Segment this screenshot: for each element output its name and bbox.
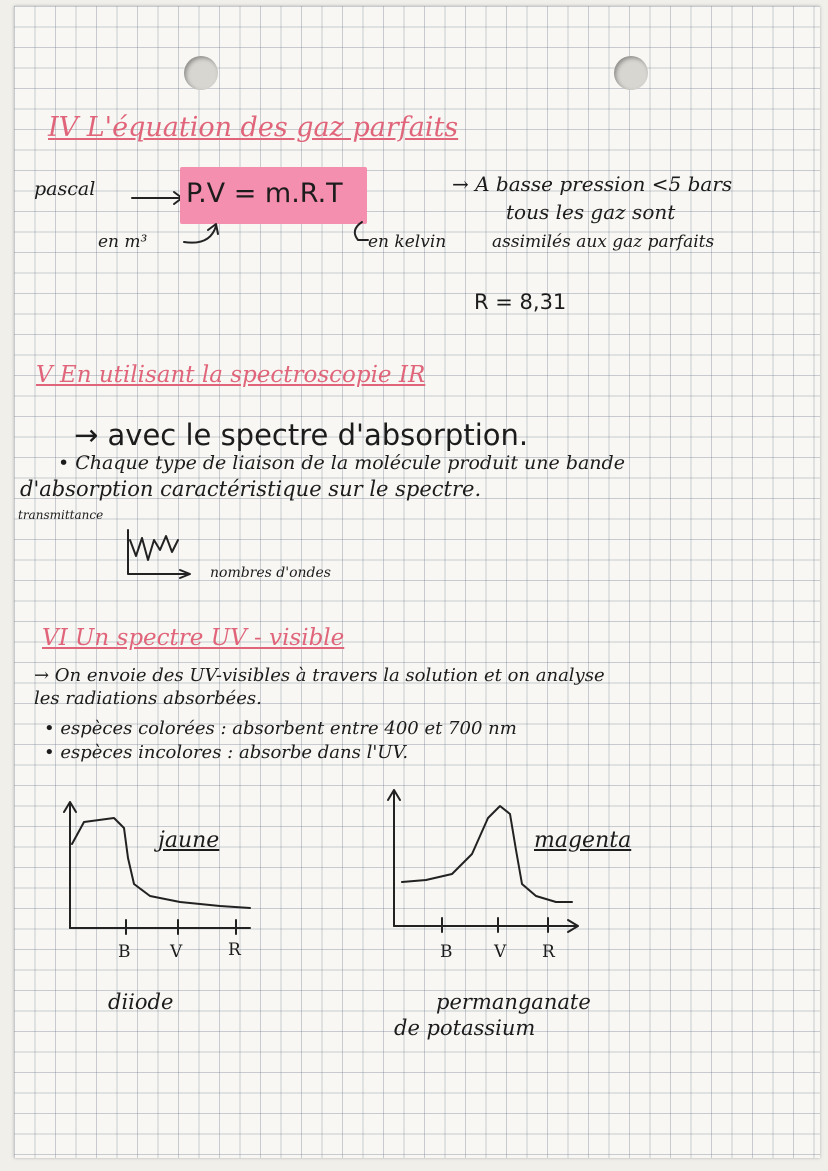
- uv-line2: les radiations absorbées.: [34, 688, 262, 709]
- arrow-m3: [180, 220, 230, 250]
- ir-bullet-line2: d'absorption caractéristique sur le spectre.: [20, 477, 482, 501]
- graph-permanganate-caption-line1: permanganate: [436, 990, 591, 1014]
- graph-permanganate-tick-b: B: [440, 942, 453, 962]
- section-4-title: IV L'équation des gaz parfaits: [48, 112, 459, 143]
- binder-hole-left: [184, 56, 218, 90]
- uv-bullet1: • espèces colorées : absorbent entre 400 et 700 nm: [44, 718, 517, 739]
- graph-permanganate: [386, 784, 586, 932]
- ir-bullet-line1: • Chaque type de liaison de la molécule produit une bande: [58, 452, 625, 474]
- uv-bullet2: • espèces incolores : absorbe dans l'UV.: [44, 742, 409, 763]
- graph-permanganate-label: magenta: [534, 828, 632, 853]
- ir-mini-spectrum: [118, 526, 208, 586]
- graph-permanganate-tick-v: V: [494, 942, 507, 962]
- graph-diiode-tick-v: V: [170, 942, 183, 962]
- graph-diiode-tick-b: B: [118, 942, 131, 962]
- graph-permanganate-tick-r: R: [542, 942, 555, 962]
- graph-permanganate-caption-line2: de potassium: [394, 1016, 536, 1040]
- graph-diiode-label: jaune: [158, 828, 220, 853]
- label-kelvin: en kelvin: [368, 232, 447, 252]
- binder-hole-right: [614, 56, 648, 90]
- ir-axis-x-label: nombres d'ondes: [210, 565, 331, 581]
- label-m3: en m³: [98, 232, 148, 252]
- r-constant: R = 8,31: [474, 290, 567, 314]
- uv-line1: → On envoie des UV-visibles à travers la solution et on analyse: [34, 665, 605, 686]
- graph-diiode-tick-r: R: [228, 940, 241, 960]
- ideal-gas-note-line1: → A basse pression <5 bars: [452, 172, 733, 196]
- ir-arrow-line: → avec le spectre d'absorption.: [74, 418, 529, 452]
- formula: P.V = m.R.T: [186, 178, 343, 209]
- section-6-title: VI Un spectre UV - visible: [42, 625, 345, 651]
- ideal-gas-note-line2: tous les gaz sont: [506, 200, 676, 224]
- graph-diiode: [60, 798, 260, 938]
- label-pascal: pascal: [34, 178, 96, 200]
- graph-diiode-caption: diiode: [108, 990, 174, 1014]
- ideal-gas-note-line3: assimilés aux gaz parfaits: [492, 232, 715, 252]
- ir-axis-y-label: transmittance: [18, 508, 104, 522]
- section-5-title: V En utilisant la spectroscopie IR: [36, 362, 426, 388]
